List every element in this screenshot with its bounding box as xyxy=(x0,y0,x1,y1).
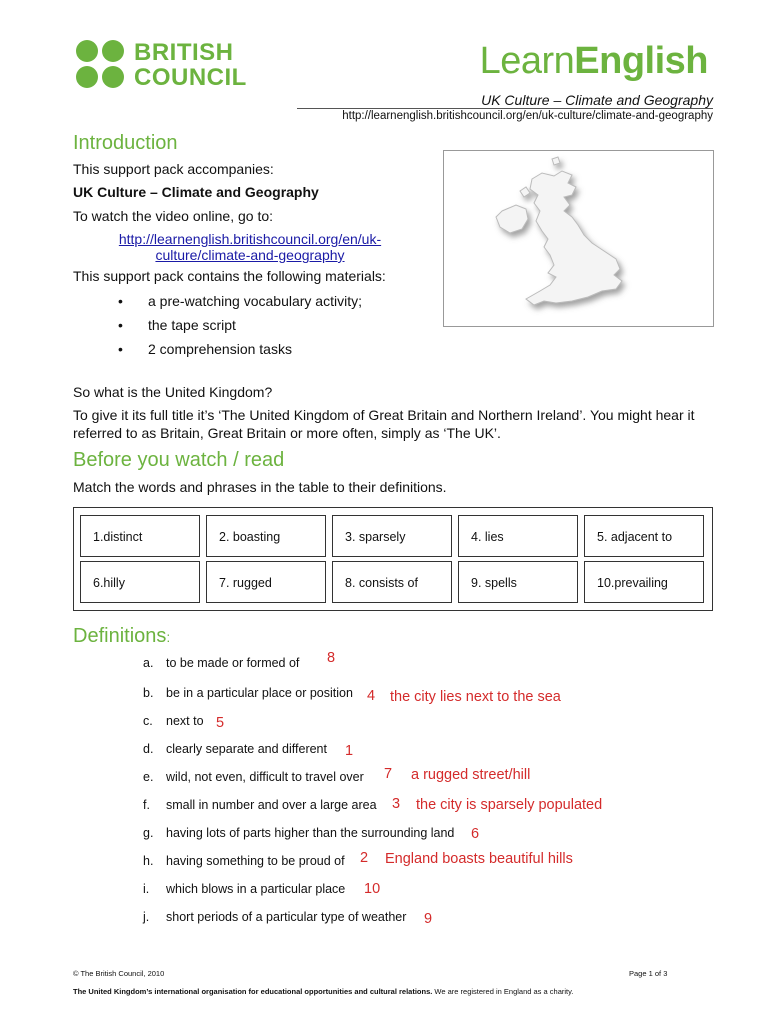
intro-title: UK Culture – Climate and Geography xyxy=(73,184,319,200)
answer-number: 3 xyxy=(392,796,401,812)
answer-number: 6 xyxy=(471,826,480,842)
introduction-heading: Introduction xyxy=(73,132,178,154)
answer-number: 5 xyxy=(216,715,225,731)
answer-number: 7 xyxy=(384,766,393,782)
word-cell: 9. spells xyxy=(458,561,578,603)
british-council-logo xyxy=(76,40,266,92)
materials-list xyxy=(118,292,362,364)
intro-line1: This support pack accompanies: xyxy=(73,161,274,177)
uk-question: So what is the United Kingdom? xyxy=(73,384,273,400)
answer-number: 1 xyxy=(345,743,354,759)
word-cell: 10.prevailing xyxy=(584,561,704,603)
word-cell: 4. lies xyxy=(458,515,578,557)
words-table xyxy=(73,507,713,611)
logo-english: English xyxy=(574,40,708,82)
answer-example: a rugged street/hill xyxy=(411,767,531,783)
learnenglish-logo xyxy=(480,40,708,83)
intro-line4: This support pack contains the following materials: xyxy=(73,268,386,284)
logo-line1: BRITISH xyxy=(134,39,234,66)
answer-number: 10 xyxy=(364,881,381,897)
uk-map-image xyxy=(443,150,714,327)
answer-example: the city is sparsely populated xyxy=(416,797,603,813)
page-url: http://learnenglish.britishcouncil.org/en/uk-culture/climate-and-geography xyxy=(342,110,713,122)
list-item: • a pre-watching vocabulary activity; xyxy=(118,292,362,316)
footer-copyright: © The British Council, 2010 xyxy=(73,969,165,978)
list-item: • the tape script xyxy=(118,316,362,340)
before-watch-heading: Before you watch / read xyxy=(73,449,285,471)
footer-page-number: Page 1 of 3 xyxy=(629,969,668,978)
video-link[interactable]: http://learnenglish.britishcouncil.org/en/uk- culture/climate-and-geography xyxy=(118,231,382,263)
word-cell: 7. rugged xyxy=(206,561,326,603)
list-item: • 2 comprehension tasks xyxy=(118,340,362,364)
british-council-dots-icon xyxy=(76,40,126,90)
logo-learn: Learn xyxy=(479,40,575,82)
match-instruction: Match the words and phrases in the table to their definitions. xyxy=(73,479,447,495)
answer-number: 2 xyxy=(360,850,369,866)
answer-number: 9 xyxy=(424,911,433,927)
word-cell: 1.distinct xyxy=(80,515,200,557)
uk-map-icon xyxy=(444,151,713,326)
logo-line2: COUNCIL xyxy=(134,64,247,91)
answer-example: England boasts beautiful hills xyxy=(385,851,573,867)
word-cell: 5. adjacent to xyxy=(584,515,704,557)
answer-number: 8 xyxy=(327,650,336,666)
definitions-heading: Definitions: xyxy=(73,625,171,647)
answer-example: the city lies next to the sea xyxy=(390,689,561,705)
word-cell: 3. sparsely xyxy=(332,515,452,557)
header-divider xyxy=(297,108,713,109)
word-cell: 2. boasting xyxy=(206,515,326,557)
page-subtitle: UK Culture – Climate and Geography xyxy=(481,92,713,108)
word-cell: 8. consists of xyxy=(332,561,452,603)
uk-paragraph: To give it its full title it’s ‘The United Kingdom of Great Britain and Northern Ireland’. You might hear it referred to as Britain, Great Britain or more often, simply as ‘The UK’. xyxy=(73,407,695,441)
word-cell: 6.hilly xyxy=(80,561,200,603)
footer-org-statement: The United Kingdom’s international organisation for educational opportunities and cultural relations. We are registered in England as a charity. xyxy=(73,987,574,996)
answer-number: 4 xyxy=(367,688,376,704)
intro-line3: To watch the video online, go to: xyxy=(73,208,274,224)
